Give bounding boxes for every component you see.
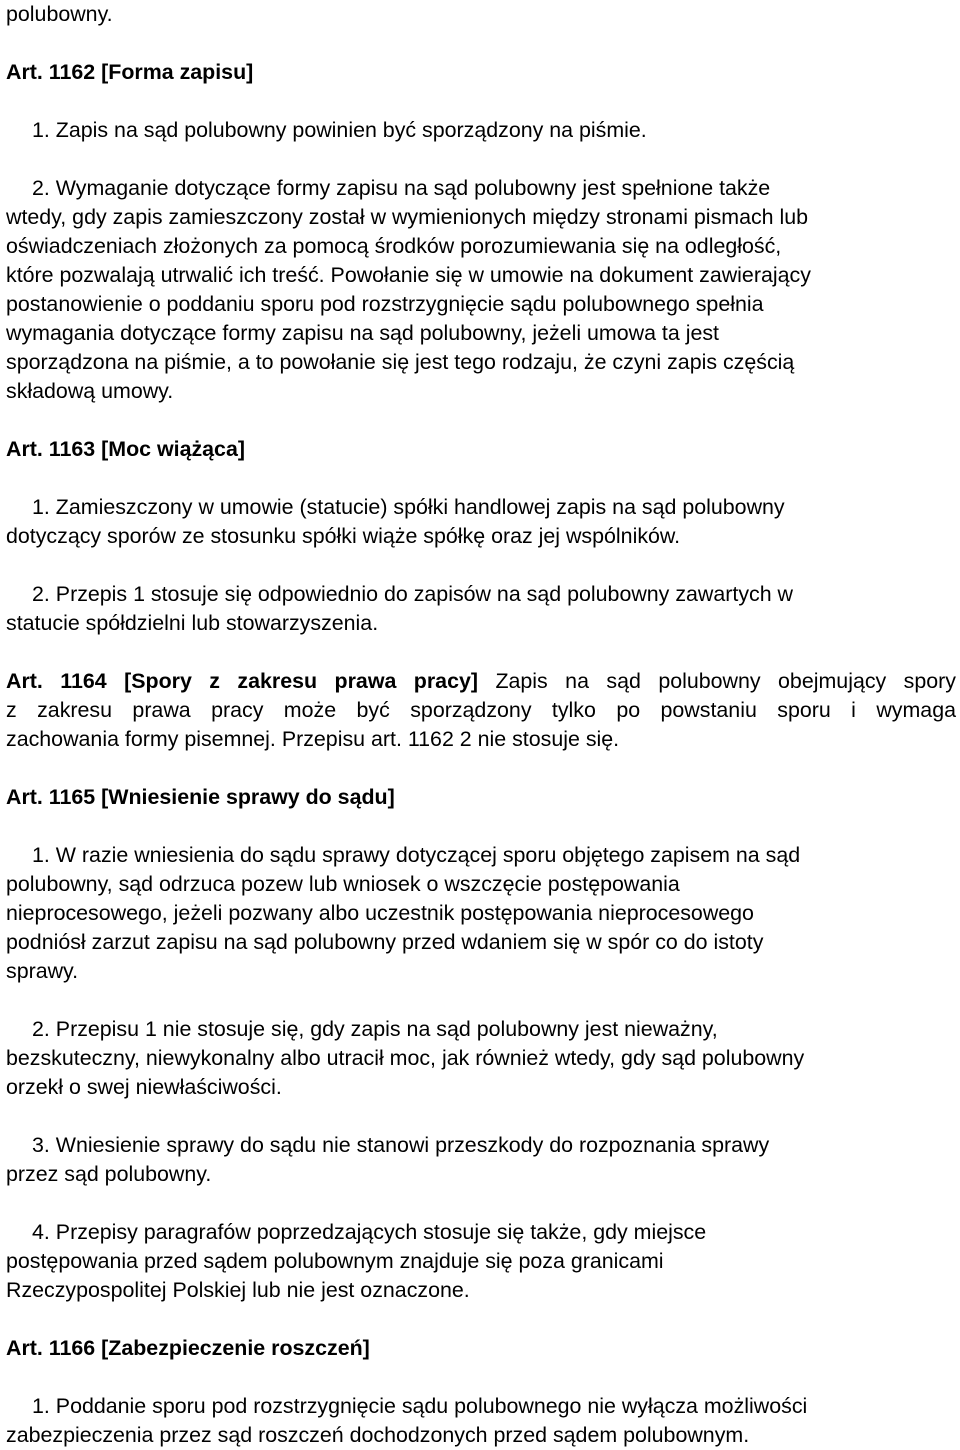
article-heading — [6, 1334, 956, 1363]
paragraph-line: nieprocesowego, jeżeli pozwany albo uczestnik postępowania nieprocesowego — [6, 901, 754, 925]
spacer — [6, 986, 956, 1015]
paragraph-line: orzekł o swej niewłaściwości. — [6, 1075, 282, 1099]
article-inline-line — [6, 667, 956, 696]
document-page — [6, 0, 956, 1450]
paragraph-line: postępowania przed sądem polubownym znajduje się poza granicami — [6, 1249, 664, 1273]
paragraph-line: bezskuteczny, niewykonalny albo utracił moc, jak również wtedy, gdy sąd polubowny — [6, 1046, 805, 1070]
paragraph-number: 1. — [32, 843, 50, 867]
article-title: [Moc wiążąca] — [101, 437, 245, 461]
article-heading — [6, 58, 956, 87]
article-heading — [6, 435, 956, 464]
paragraph-line: wymagania dotyczące formy zapisu na sąd polubowny, jeżeli umowa ta jest — [6, 321, 719, 345]
paragraph-line: zachowania formy pisemnej. Przepisu art. 1162 2 nie stosuje się. — [6, 727, 620, 751]
paragraph-line: sprawy. — [6, 959, 79, 983]
paragraph-line: które pozwalają utrwalić ich treść. Powołanie się w umowie na dokument zawierający — [6, 263, 811, 287]
paragraph-text: Poddanie sporu pod rozstrzygnięcie sądu polubownego nie wyłącza możliwości — [55, 1394, 808, 1418]
article-title: [Forma zapisu] — [101, 60, 254, 84]
paragraph-line — [6, 1218, 956, 1247]
paragraph-text: Przepisu 1 nie stosuje się, gdy zapis na sąd polubowny jest nieważny, — [55, 1017, 718, 1041]
article-number: Art. 1165 — [6, 785, 96, 809]
article-title: [Wniesienie sprawy do sądu] — [101, 785, 395, 809]
paragraph-line: wtedy, gdy zapis zamieszczony został w wymienionych między stronami pismach lub — [6, 205, 809, 229]
paragraph-text: Przepis 1 stosuje się odpowiednio do zapisów na sąd polubowny zawartych w — [55, 582, 794, 606]
spacer — [6, 812, 956, 841]
paragraph-line — [6, 493, 956, 522]
spacer — [6, 464, 956, 493]
article-title: [Spory z zakresu prawa pracy] — [124, 669, 478, 693]
paragraph-number: 1. — [32, 495, 50, 519]
spacer — [6, 638, 956, 667]
paragraph-line — [6, 1392, 956, 1421]
spacer — [6, 1363, 956, 1392]
paragraph-line: zabezpieczenia przez sąd roszczeń dochodzonych przed sądem polubownym. — [6, 1423, 750, 1447]
paragraph-line — [6, 1131, 956, 1160]
paragraph-line — [6, 174, 956, 203]
paragraph-line — [6, 116, 956, 145]
paragraph-number: 2. — [32, 1017, 50, 1041]
paragraph-line — [6, 580, 956, 609]
spacer — [6, 406, 956, 435]
paragraph-number: 2. — [32, 176, 50, 200]
article-number: Art. 1164 — [6, 669, 107, 693]
spacer — [6, 551, 956, 580]
paragraph-text: Zamieszczony w umowie (statucie) spółki handlowej zapis na sąd polubowny — [55, 495, 785, 519]
spacer — [6, 145, 956, 174]
paragraph-line: przez sąd polubowny. — [6, 1162, 212, 1186]
paragraph-number: 1. — [32, 1394, 50, 1418]
paragraph-number: 1. — [32, 118, 50, 142]
paragraph-line: Rzeczypospolitej Polskiej lub nie jest oznaczone. — [6, 1278, 470, 1302]
paragraph-text: W razie wniesienia do sądu sprawy dotyczącej sporu objętego zapisem na sąd — [55, 843, 801, 867]
article-title: [Zabezpieczenie roszczeń] — [101, 1336, 370, 1360]
article-number: Art. 1162 — [6, 60, 96, 84]
spacer — [6, 29, 956, 58]
spacer — [6, 754, 956, 783]
paragraph-text: Przepisy paragrafów poprzedzających stosuje się także, gdy miejsce — [55, 1220, 707, 1244]
paragraph-text: Wniesienie sprawy do sądu nie stanowi przeszkody do rozpoznania sprawy — [55, 1133, 770, 1157]
paragraph-line — [6, 1015, 956, 1044]
paragraph-line: statucie spółdzielni lub stowarzyszenia. — [6, 611, 379, 635]
article-text: Zapis na sąd polubowny obejmujący spory — [495, 669, 956, 693]
paragraph-number: 4. — [32, 1220, 50, 1244]
spacer — [6, 87, 956, 116]
paragraph-line — [6, 841, 956, 870]
paragraph-line: polubowny, sąd odrzuca pozew lub wniosek o wszczęcie postępowania — [6, 872, 680, 896]
spacer — [6, 1102, 956, 1131]
paragraph-line: oświadczeniach złożonych za pomocą środków porozumiewania się na odległość, — [6, 234, 782, 258]
paragraph-line: składową umowy. — [6, 379, 174, 403]
paragraph-number: 2. — [32, 582, 50, 606]
paragraph-line: z zakresu prawa pracy może być sporządzony tylko po powstaniu sporu i wymaga — [6, 698, 956, 722]
paragraph-number: 3. — [32, 1133, 50, 1157]
spacer — [6, 1189, 956, 1218]
article-number: Art. 1166 — [6, 1336, 96, 1360]
paragraph-line: sporządzona na piśmie, a to powołanie się jest tego rodzaju, że czyni zapis częścią — [6, 350, 795, 374]
paragraph-line: postanowienie o poddaniu sporu pod rozstrzygnięcie sądu polubownego spełnia — [6, 292, 764, 316]
spacer — [6, 1305, 956, 1334]
paragraph-line: dotyczący sporów ze stosunku spółki wiąże spółkę oraz jej wspólników. — [6, 524, 681, 548]
text-line: polubowny. — [6, 2, 113, 26]
paragraph-line: podniósł zarzut zapisu na sąd polubowny przed wdaniem się w spór co do istoty — [6, 930, 764, 954]
paragraph-text: Zapis na sąd polubowny powinien być sporządzony na piśmie. — [55, 118, 647, 142]
paragraph-text: Wymaganie dotyczące formy zapisu na sąd polubowny jest spełnione także — [55, 176, 771, 200]
article-number: Art. 1163 — [6, 437, 96, 461]
article-heading — [6, 783, 956, 812]
